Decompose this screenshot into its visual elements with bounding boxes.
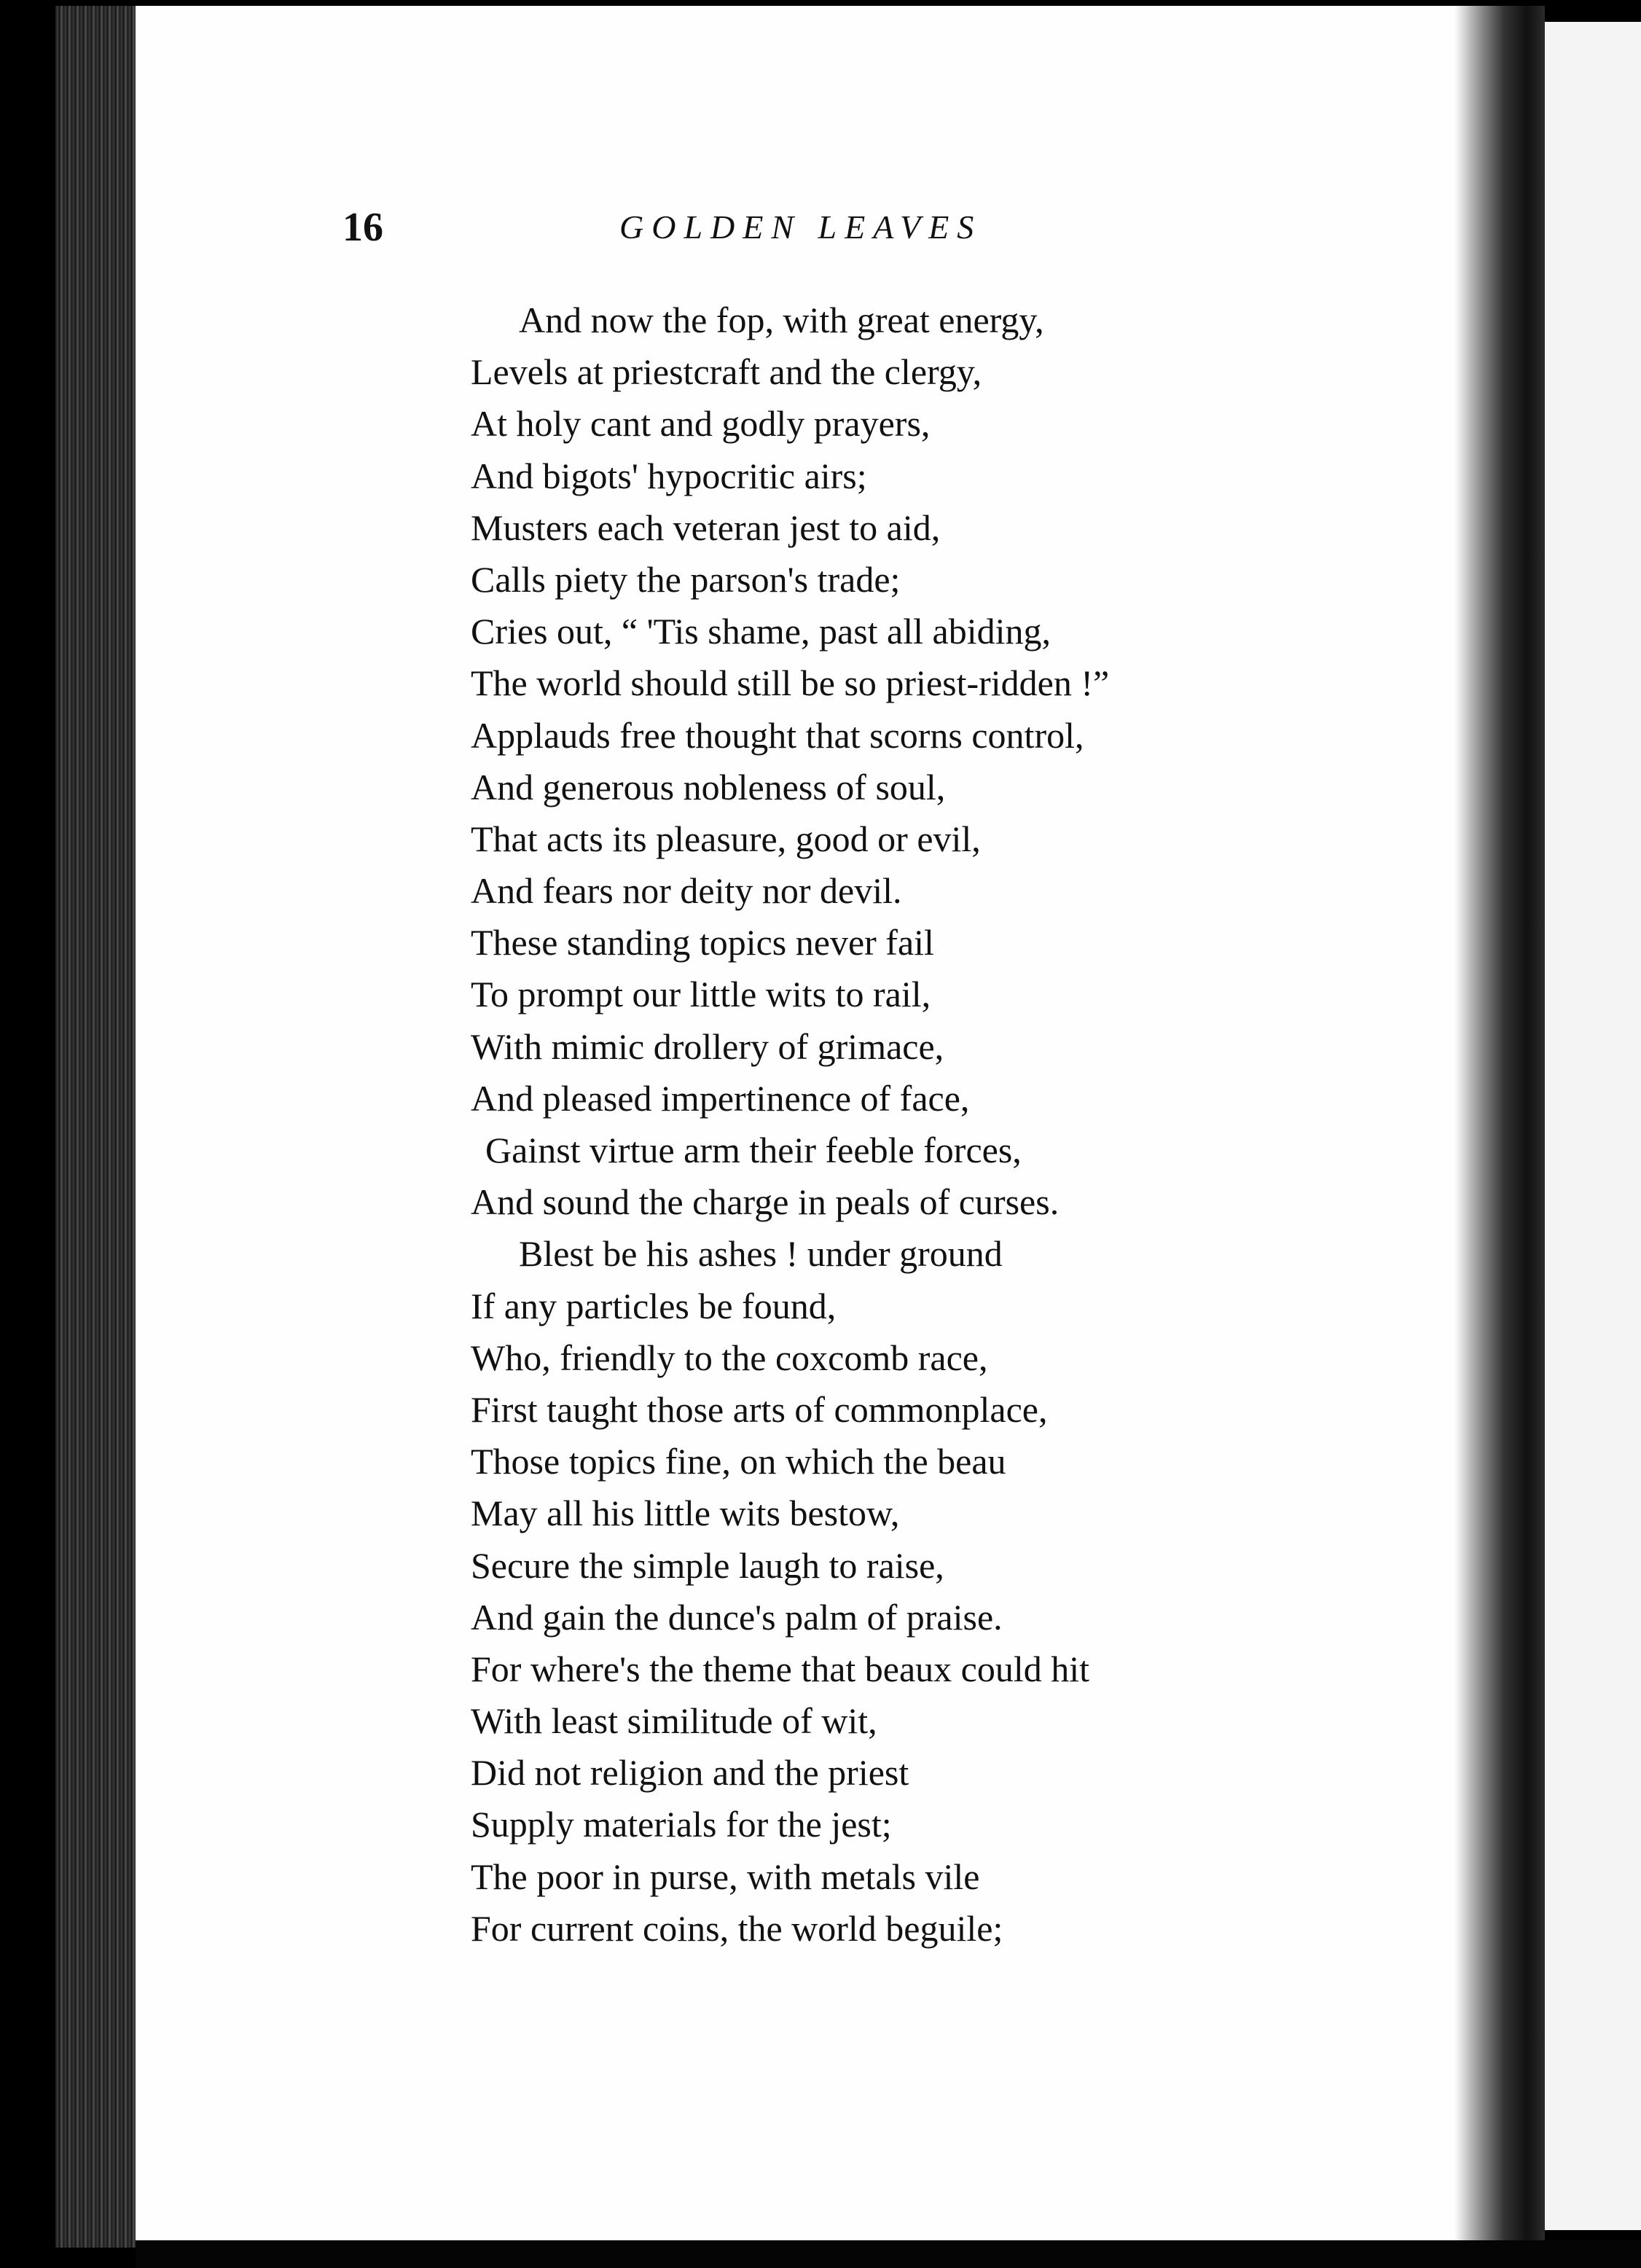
- poem-line: These standing topics never fail: [471, 922, 934, 963]
- poem-line: For current coins, the world beguile;: [471, 1907, 1003, 1949]
- poem-line: Those topics fine, on which the beau: [471, 1441, 1006, 1482]
- poem-line: At holy cant and godly prayers,: [471, 403, 931, 445]
- poem-line: Did not religion and the priest: [471, 1752, 909, 1794]
- poem-line: And fears nor deity nor devil.: [471, 870, 902, 912]
- poem-line: If any particles be found,: [471, 1285, 837, 1326]
- poem-line: With least similitude of wit,: [471, 1700, 877, 1742]
- poem-line: And gain the dunce's palm of praise.: [471, 1596, 1003, 1638]
- page-edge-binding: [55, 6, 137, 2248]
- poem-line: With mimic drollery of grimace,: [471, 1025, 944, 1067]
- poem-line: Secure the simple laugh to raise,: [471, 1544, 944, 1586]
- poem-line: And now the fop, with great energy,: [519, 300, 1044, 340]
- poem-line: Applauds free thought that scorns control,: [471, 714, 1084, 756]
- poem-line: The world should still be so priest-ridden !”: [471, 662, 1110, 704]
- poem-line: May all his little wits bestow,: [471, 1493, 900, 1534]
- poem-line: Gainst virtue arm their feeble forces,: [485, 1130, 1022, 1170]
- running-head: [342, 198, 1202, 264]
- poem-line: And generous nobleness of soul,: [471, 766, 946, 808]
- poem-line: Calls piety the parson's trade;: [471, 558, 901, 600]
- facing-page-edge: [1545, 22, 1641, 2230]
- poem-line: First taught those arts of commonplace,: [471, 1388, 1048, 1430]
- scan-border-bottom: [136, 2240, 1641, 2268]
- poem-line: And bigots' hypocritic airs;: [471, 455, 867, 496]
- poem-line: Levels at priestcraft and the clergy,: [471, 351, 982, 393]
- poem-line: To prompt our little wits to rail,: [471, 974, 931, 1015]
- poem-line: Musters each veteran jest to aid,: [471, 507, 941, 548]
- poem-line: The poor in purse, with metals vile: [471, 1856, 980, 1897]
- poem-line: That acts its pleasure, good or evil,: [471, 818, 981, 859]
- poem-line: Who, friendly to the coxcomb race,: [471, 1337, 988, 1378]
- running-title: GOLDEN LEAVES: [619, 208, 982, 246]
- poem-line: For where's the theme that beaux could hit: [471, 1648, 1090, 1689]
- gutter-shadow: [1454, 6, 1545, 2243]
- poem-line: And sound the charge in peals of curses.: [471, 1181, 1060, 1223]
- poem-line: And pleased impertinence of face,: [471, 1077, 970, 1119]
- page-number: 16: [342, 205, 383, 250]
- poem-line: Cries out, “ 'Tis shame, past all abiding,: [471, 611, 1051, 652]
- poem-line: Supply materials for the jest;: [471, 1804, 892, 1845]
- poem-line: Blest be his ashes ! under ground: [519, 1233, 1003, 1275]
- poem-text: [471, 294, 1301, 1955]
